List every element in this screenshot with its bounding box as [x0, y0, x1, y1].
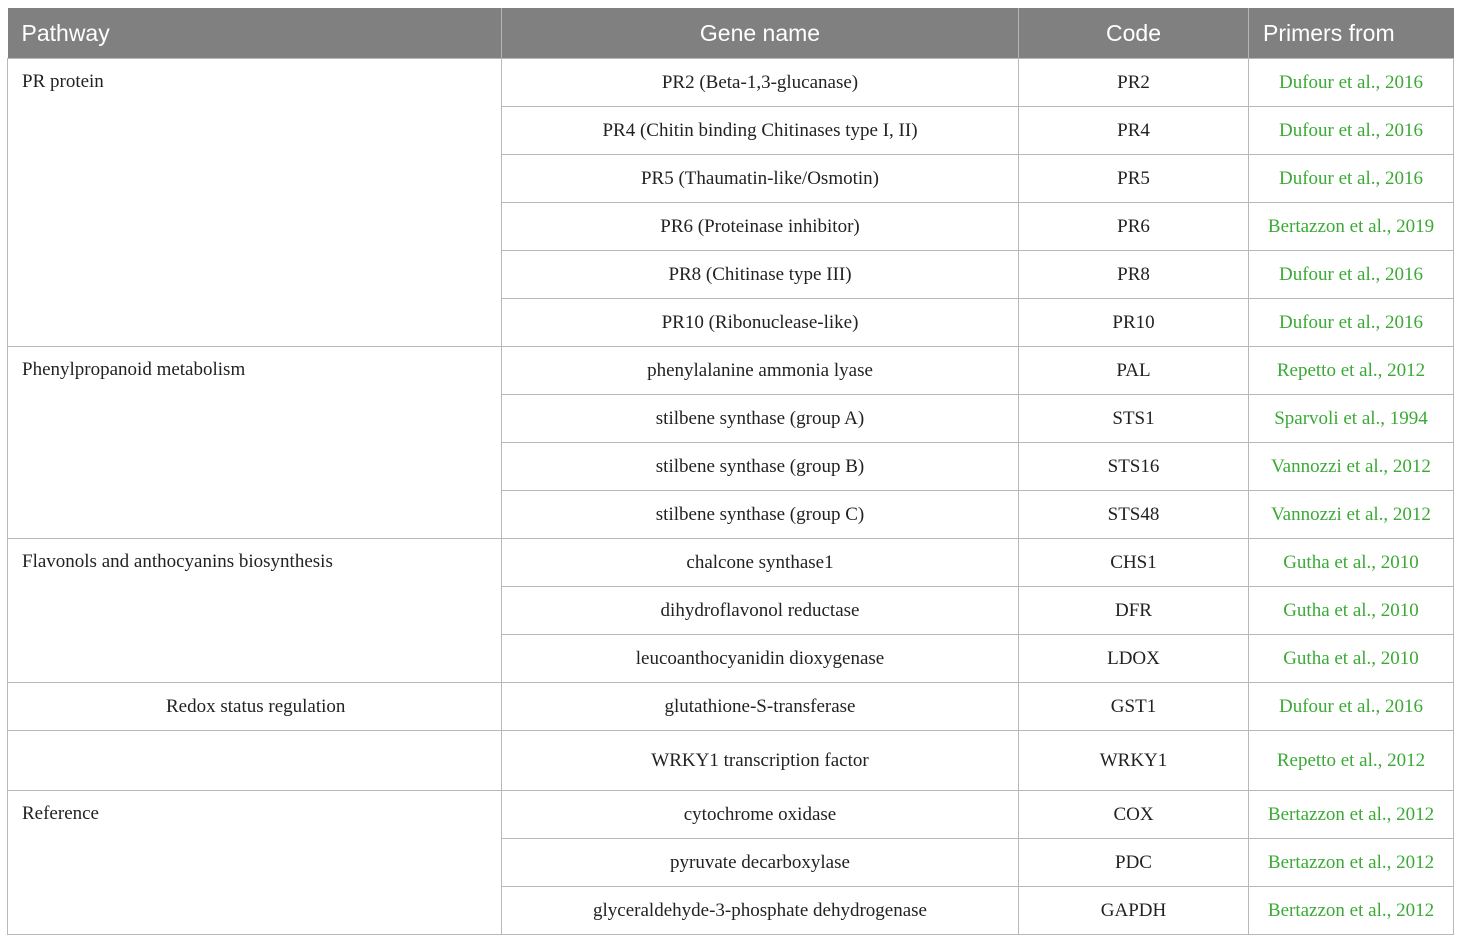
gene-name-cell: PR5 (Thaumatin-like/Osmotin)	[502, 155, 1019, 203]
primers-citation-link[interactable]: Dufour et al., 2016	[1249, 251, 1454, 299]
primers-citation-link[interactable]: Dufour et al., 2016	[1249, 683, 1454, 731]
header-primers-from: Primers from	[1249, 8, 1454, 59]
code-cell: PR8	[1019, 251, 1249, 299]
gene-name-cell: PR8 (Chitinase type III)	[502, 251, 1019, 299]
header-row	[8, 8, 1454, 59]
code-cell: WRKY1	[1019, 731, 1249, 791]
code-cell: PAL	[1019, 347, 1249, 395]
table-row	[8, 539, 1454, 587]
gene-name-cell: stilbene synthase (group A)	[502, 395, 1019, 443]
gene-name-cell: pyruvate decarboxylase	[502, 839, 1019, 887]
primers-citation-link[interactable]: Gutha et al., 2010	[1249, 635, 1454, 683]
code-cell: PR5	[1019, 155, 1249, 203]
primers-citation-link[interactable]: Bertazzon et al., 2012	[1249, 887, 1454, 935]
primers-citation-link[interactable]: Repetto et al., 2012	[1249, 347, 1454, 395]
code-cell: STS16	[1019, 443, 1249, 491]
code-cell: DFR	[1019, 587, 1249, 635]
table-row	[8, 59, 1454, 107]
primers-citation-link[interactable]: Dufour et al., 2016	[1249, 59, 1454, 107]
code-cell: LDOX	[1019, 635, 1249, 683]
gene-name-cell: cytochrome oxidase	[502, 791, 1019, 839]
gene-name-cell: phenylalanine ammonia lyase	[502, 347, 1019, 395]
primers-citation-link[interactable]: Bertazzon et al., 2012	[1249, 791, 1454, 839]
code-cell: PDC	[1019, 839, 1249, 887]
gene-name-cell: WRKY1 transcription factor	[502, 731, 1019, 791]
primers-citation-link[interactable]: Repetto et al., 2012	[1249, 731, 1454, 791]
code-cell: PR6	[1019, 203, 1249, 251]
primers-citation-link[interactable]: Dufour et al., 2016	[1249, 107, 1454, 155]
code-cell: STS1	[1019, 395, 1249, 443]
gene-name-cell: stilbene synthase (group C)	[502, 491, 1019, 539]
code-cell: COX	[1019, 791, 1249, 839]
primers-citation-link[interactable]: Sparvoli et al., 1994	[1249, 395, 1454, 443]
primers-citation-link[interactable]: Gutha et al., 2010	[1249, 587, 1454, 635]
primers-citation-link[interactable]: Dufour et al., 2016	[1249, 299, 1454, 347]
code-cell: CHS1	[1019, 539, 1249, 587]
gene-name-cell: stilbene synthase (group B)	[502, 443, 1019, 491]
primers-citation-link[interactable]: Dufour et al., 2016	[1249, 155, 1454, 203]
pathway-cell: Redox status regulation	[8, 683, 502, 731]
primers-citation-link[interactable]: Bertazzon et al., 2012	[1249, 839, 1454, 887]
gene-name-cell: PR2 (Beta-1,3-glucanase)	[502, 59, 1019, 107]
code-cell: PR10	[1019, 299, 1249, 347]
gene-name-cell: PR4 (Chitin binding Chitinases type I, II)	[502, 107, 1019, 155]
header-code: Code	[1019, 8, 1249, 59]
pathway-cell: Phenylpropanoid metabolism	[8, 347, 502, 539]
gene-name-cell: PR10 (Ribonuclease-like)	[502, 299, 1019, 347]
code-cell: STS48	[1019, 491, 1249, 539]
header-pathway: Pathway	[8, 8, 502, 59]
gene-name-cell: dihydroflavonol reductase	[502, 587, 1019, 635]
code-cell: PR4	[1019, 107, 1249, 155]
gene-name-cell: chalcone synthase1	[502, 539, 1019, 587]
table-body	[8, 59, 1454, 935]
gene-primer-table	[7, 8, 1454, 935]
primers-citation-link[interactable]: Bertazzon et al., 2019	[1249, 203, 1454, 251]
code-cell: GST1	[1019, 683, 1249, 731]
gene-name-cell: PR6 (Proteinase inhibitor)	[502, 203, 1019, 251]
primers-citation-link[interactable]: Gutha et al., 2010	[1249, 539, 1454, 587]
table-row	[8, 683, 1454, 731]
primers-citation-link[interactable]: Vannozzi et al., 2012	[1249, 491, 1454, 539]
pathway-cell: Reference	[8, 791, 502, 935]
pathway-cell: PR protein	[8, 59, 502, 347]
primers-citation-link[interactable]: Vannozzi et al., 2012	[1249, 443, 1454, 491]
gene-name-cell: glyceraldehyde-3-phosphate dehydrogenase	[502, 887, 1019, 935]
code-cell: PR2	[1019, 59, 1249, 107]
table-header	[8, 8, 1454, 59]
table-row	[8, 731, 1454, 791]
pathway-cell: Flavonols and anthocyanins biosynthesis	[8, 539, 502, 683]
gene-name-cell: leucoanthocyanidin dioxygenase	[502, 635, 1019, 683]
code-cell: GAPDH	[1019, 887, 1249, 935]
header-gene-name: Gene name	[502, 8, 1019, 59]
pathway-cell	[8, 731, 502, 791]
gene-name-cell: glutathione-S-transferase	[502, 683, 1019, 731]
table-row	[8, 347, 1454, 395]
table-row	[8, 791, 1454, 839]
